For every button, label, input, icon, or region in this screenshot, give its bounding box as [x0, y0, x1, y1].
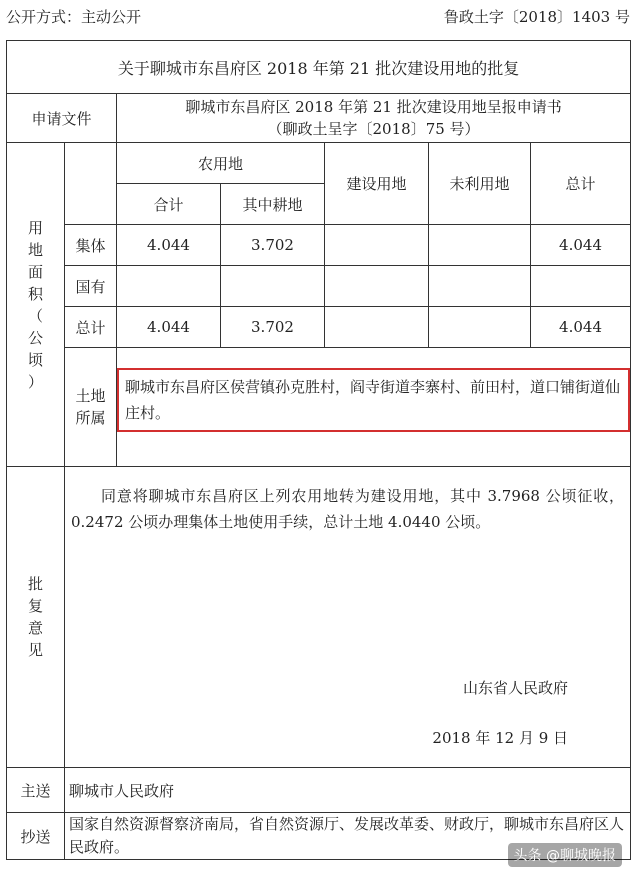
- opinion-side-label: 批 复 意 见: [7, 467, 65, 768]
- table-row: [7, 225, 631, 266]
- approval-form-table: [6, 40, 631, 860]
- opinion-cell: [65, 467, 631, 768]
- signer: 山东省人民政府: [463, 679, 569, 697]
- agri-total-value: 4.044: [117, 225, 221, 266]
- col-header-unused: 未利用地: [429, 143, 531, 225]
- unused-value: [429, 225, 531, 266]
- application-doc-title: 聊城市东昌府区 2018 年第 21 批次建设用地呈报申请书: [185, 98, 562, 116]
- document-title: 关于聊城市东昌府区 2018 年第 21 批次建设用地的批复: [7, 41, 631, 94]
- total-value: 4.044: [531, 225, 631, 266]
- col-header-total: 总计: [531, 143, 631, 225]
- agri-cultivated-value: 3.702: [221, 307, 325, 348]
- disclosure-method: 公开方式：主动公开: [6, 8, 142, 26]
- construction-value: [325, 307, 429, 348]
- row-label: 集体: [65, 225, 117, 266]
- total-value: 4.044: [531, 307, 631, 348]
- agri-cultivated-value: [221, 266, 325, 307]
- cc-value: 国家自然资源督察济南局，省自然资源厅、发展改革委、财政厅，聊城市东昌府区人民政府。: [65, 813, 631, 860]
- main-recipient-value: 聊城市人民政府: [65, 768, 631, 813]
- ownership-cell: [117, 348, 631, 467]
- blank-corner-cell: [65, 143, 117, 225]
- highlighted-ownership-text: 聊城市东昌府区侯营镇孙克胜村，阎寺街道李寨村、前田村，道口铺街道仙庄村。: [117, 368, 630, 432]
- row-label: 总计: [65, 307, 117, 348]
- main-recipient-label: 主送: [7, 768, 65, 813]
- row-label: 国有: [65, 266, 117, 307]
- application-label: 申请文件: [7, 94, 117, 143]
- ownership-label: 土地 所属: [65, 348, 117, 467]
- land-area-side-label: 用 地 面 积 （ 公 顷 ）: [7, 143, 65, 467]
- col-header-agri-cultivated: 其中耕地: [221, 184, 325, 225]
- cc-label: 抄送: [7, 813, 65, 860]
- document-number: 鲁政土字〔2018〕1403 号: [443, 8, 630, 26]
- application-document: [117, 94, 631, 143]
- agri-total-value: [117, 266, 221, 307]
- unused-value: [429, 266, 531, 307]
- construction-value: [325, 225, 429, 266]
- approval-opinion-text: 同意将聊城市东昌府区上列农用地转为建设用地，其中 3.7968 公顷征收，0.2472 公顷办理集体土地使用手续，总计土地 4.0440 公顷。: [71, 487, 625, 531]
- table-row: [7, 307, 631, 348]
- source-watermark: 头条 @聊城晚报: [508, 843, 622, 867]
- agri-total-value: 4.044: [117, 307, 221, 348]
- construction-value: [325, 266, 429, 307]
- table-row: [7, 266, 631, 307]
- agri-cultivated-value: 3.702: [221, 225, 325, 266]
- unused-value: [429, 307, 531, 348]
- col-header-agri-total: 合计: [117, 184, 221, 225]
- total-value: [531, 266, 631, 307]
- sign-date: 2018 年 12 月 9 日: [432, 729, 569, 747]
- col-header-agri: 农用地: [117, 143, 325, 184]
- col-header-construction: 建设用地: [325, 143, 429, 225]
- application-doc-number: （聊政土呈字〔2018〕75 号）: [267, 120, 480, 138]
